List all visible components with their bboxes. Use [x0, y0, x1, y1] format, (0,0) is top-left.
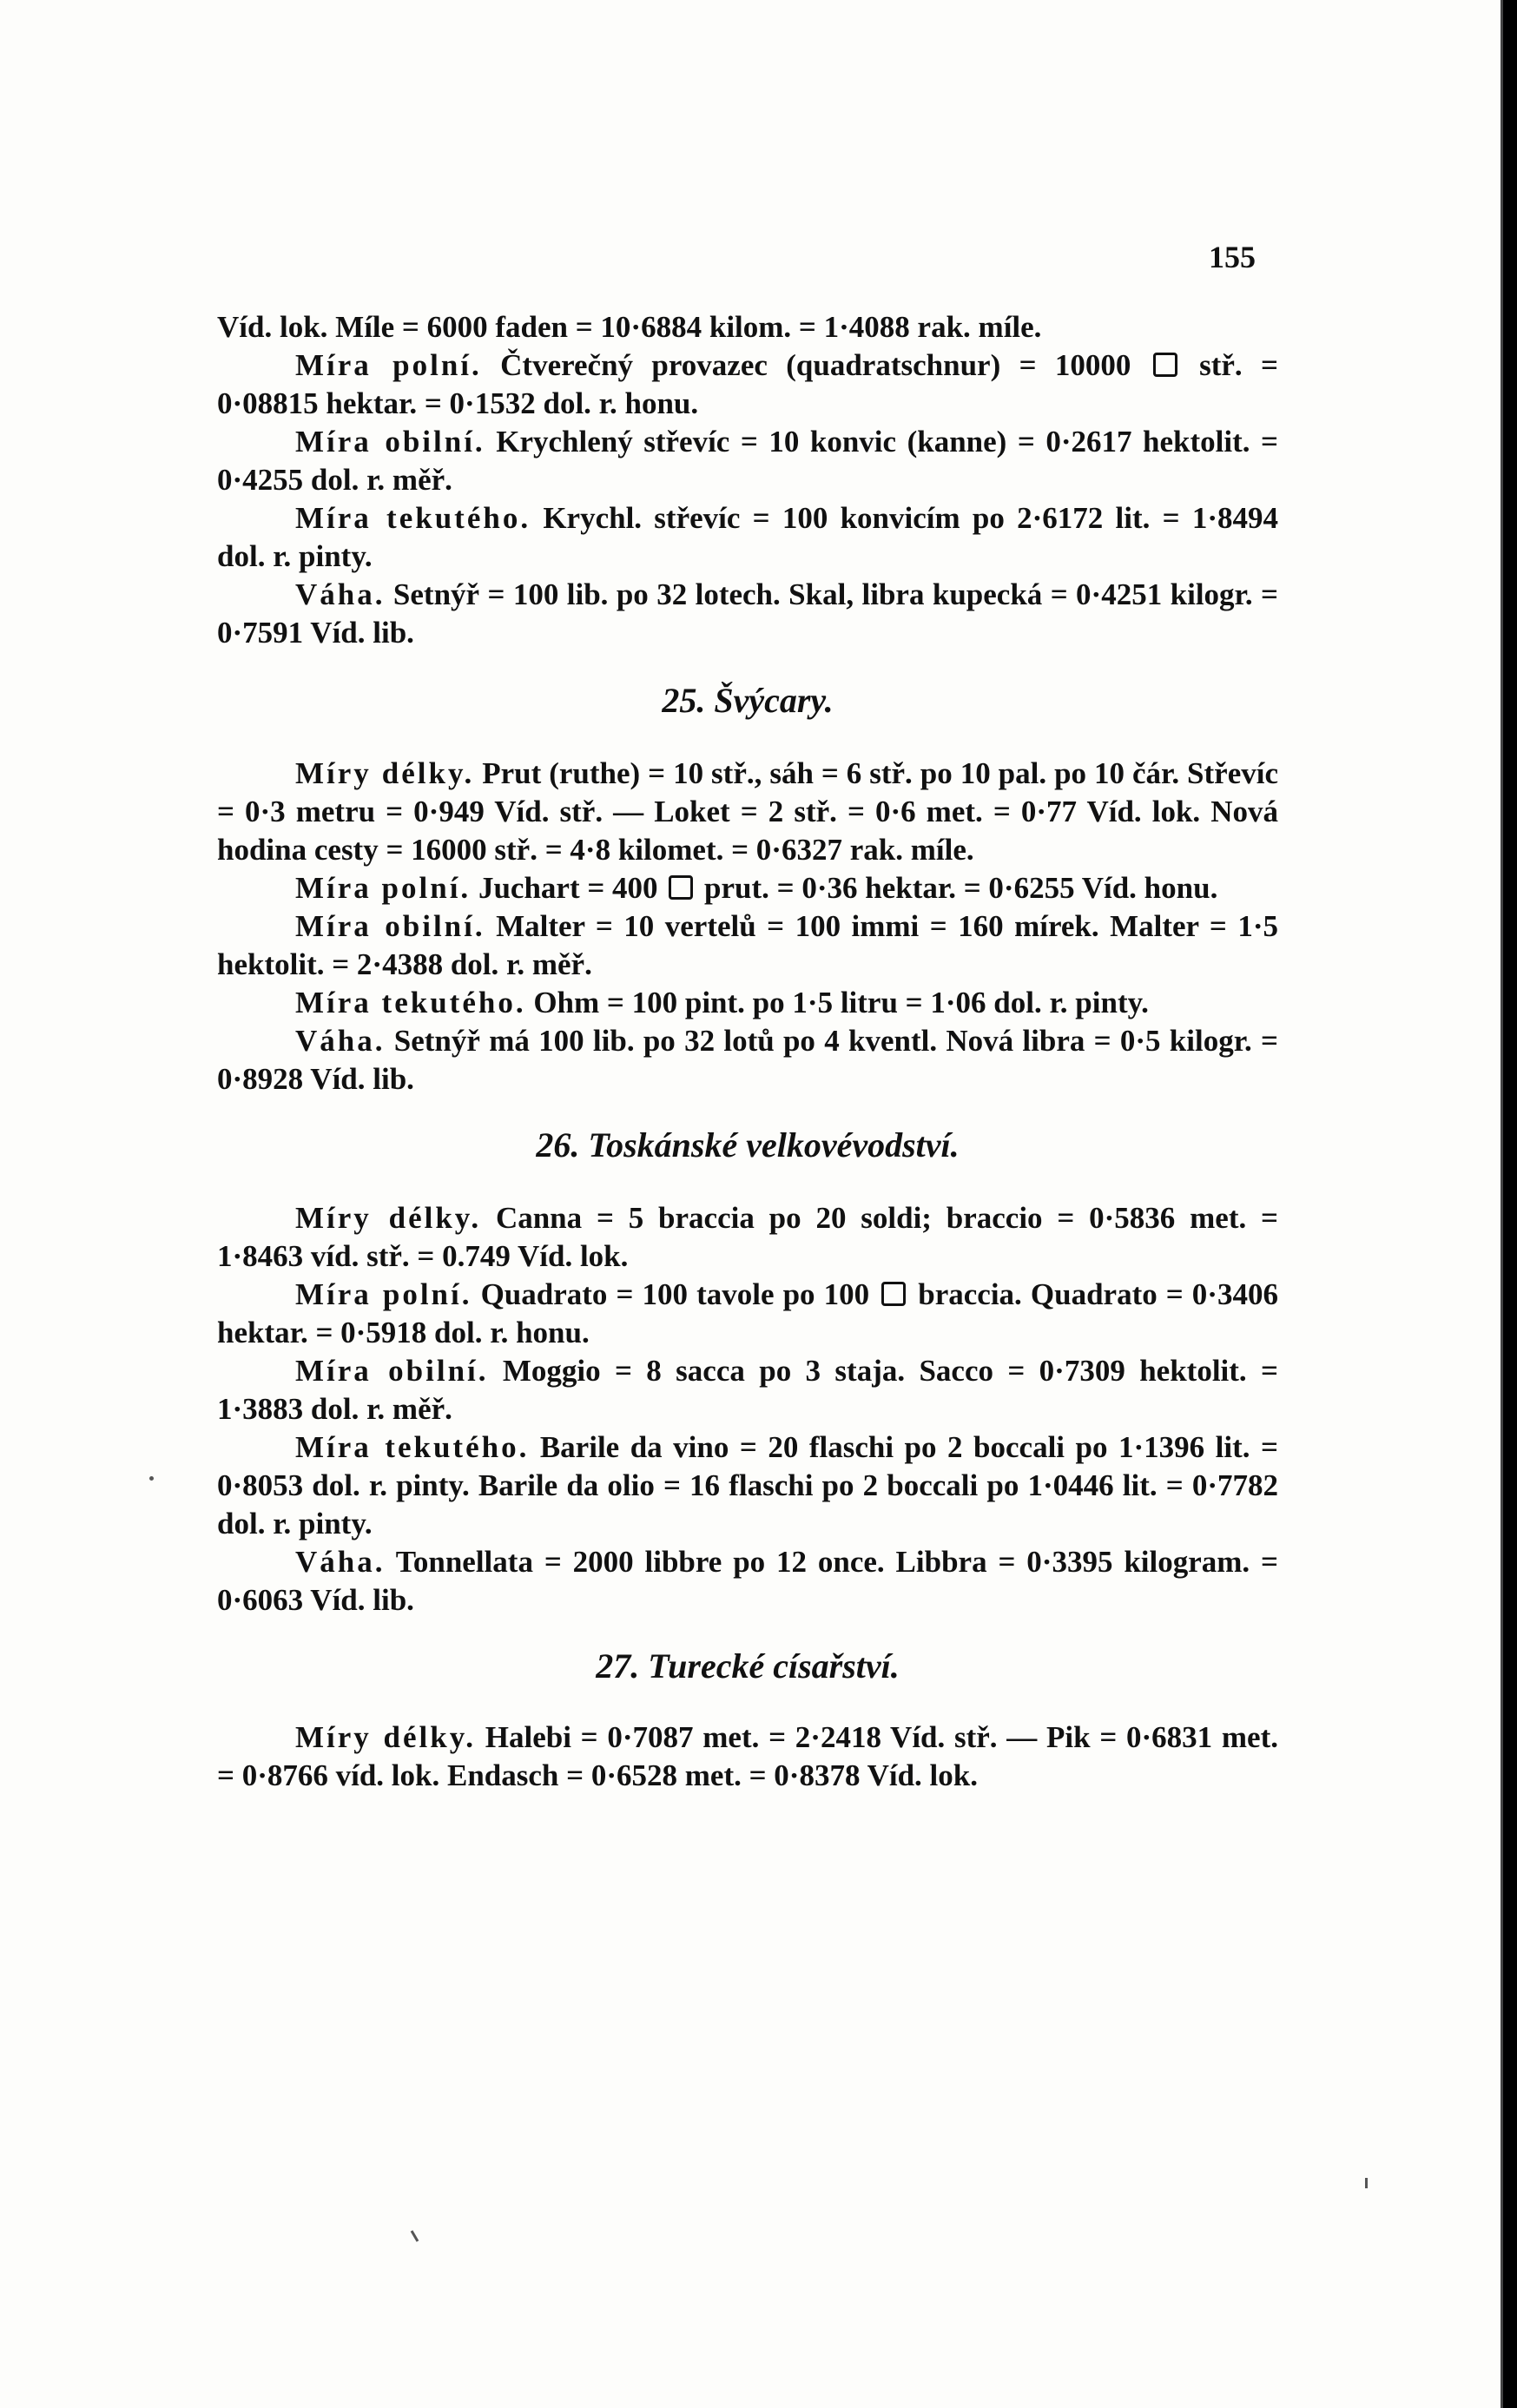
paragraph-lead: Míra obilní. — [295, 425, 485, 459]
paragraph-weight: Váha. Setnýř má 100 lib. po 32 lotů po 4 kventl. Nová libra = 0·5 kilogr. = 0·8928 Víd. lib. — [217, 1024, 1278, 1096]
paragraph-lead: Míra tekutého. — [295, 986, 526, 1019]
paragraph-field-measure: Míra polní. Juchart = 400 prut. = 0·36 hektar. = 0·6255 Víd. honu. — [295, 871, 1218, 905]
paragraph-lead: Míra obilní. — [295, 909, 485, 943]
paragraph-field-measure: Míra polní. Quadrato = 100 tavole po 100 braccia. Quadrato = 0·3406 hektar. = 0·5918 dol. r. honu. — [217, 1277, 1278, 1349]
paragraph-lead: Míry délky. — [295, 1720, 477, 1754]
paragraph-vienna-mile: Víd. lok. Míle = 6000 faden = 10·6884 kilom. = 1·4088 rak. míle. — [217, 310, 1042, 344]
paragraph-lead: Míra tekutého. — [295, 501, 531, 535]
scan-speck — [1365, 2178, 1368, 2188]
paragraph-weight: Váha. Setnýř = 100 lib. po 32 lotech. Skal, libra kupecká = 0·4251 kilogr. = 0·7591 Víd. lib. — [217, 577, 1278, 650]
paragraph-lead: Míra polní. — [295, 871, 472, 905]
paragraph-liquid-measure: Míra tekutého. Barile da vino = 20 flaschi po 2 boccali po 1·1396 lit. = 0·8053 dol. r. pinty. Barile da olio = 16 flaschi po 2 boccali po 1·0446 lit. = 0·7782 dol. r. pinty. — [217, 1430, 1278, 1540]
paragraph-length-measure: Míry délky. Prut (ruthe) = 10 stř., sáh = 6 stř. po 10 pal. po 10 čár. Střevíc = 0·3 metru = 0·949 Víd. stř. — Loket = 2 stř. = 0·6 met. = 0·77 Víd. lok. Nová hodina cesty = 16000 stř. = 4·8 kilomet. = 0·6327 rak. míle. — [217, 756, 1278, 867]
paragraph-grain-measure: Míra obilní. Moggio = 8 sacca po 3 staja. Sacco = 0·7309 hektolit. = 1·3883 dol. r. měř. — [217, 1354, 1278, 1426]
section-heading-26: 26. Toskánské velkovévodství. — [536, 1125, 960, 1164]
paragraph-length-measure: Míry délky. Halebi = 0·7087 met. = 2·2418 Víd. stř. — Pik = 0·6831 met. = 0·8766 víd. lok. Endasch = 0·6528 met. = 0·8378 Víd. lok. — [217, 1720, 1278, 1792]
scan-speck — [149, 1476, 154, 1481]
paragraph-field-measure: Míra polní. Čtverečný provazec (quadratschnur) = 10000 stř. = 0·08815 hektar. = 0·1532 dol. r. honu. — [217, 348, 1278, 420]
paragraph-lead: Váha. — [295, 577, 386, 611]
paragraph-lead: Váha. — [295, 1545, 386, 1579]
paragraph-weight: Váha. Tonnellata = 2000 libbre po 12 once. Libbra = 0·3395 kilogram. = 0·6063 Víd. lib. — [217, 1545, 1278, 1617]
paragraph-lead: Míra obilní. — [295, 1354, 489, 1388]
scan-speck — [411, 2230, 419, 2242]
section-heading-25: 25. Švýcary. — [662, 681, 834, 720]
paragraph-lead: Míry délky. — [295, 756, 475, 790]
square-symbol-icon — [669, 875, 693, 900]
paragraph-grain-measure: Míra obilní. Krychlený střevíc = 10 konvic (kanne) = 0·2617 hektolit. = 0·4255 dol. r. měř. — [217, 425, 1278, 497]
paragraph-liquid-measure: Míra tekutého. Ohm = 100 pint. po 1·5 litru = 1·06 dol. r. pinty. — [295, 986, 1149, 1019]
page-number: 155 — [1209, 240, 1256, 274]
paragraph-lead: Míry délky. — [295, 1201, 482, 1235]
paragraph-lead: Míra polní. — [295, 1277, 472, 1311]
paragraph-grain-measure: Míra obilní. Malter = 10 vertelů = 100 immi = 160 mírek. Malter = 1·5 hektolit. = 2·4388 dol. r. měř. — [217, 909, 1278, 981]
section-heading-27: 27. Turecké císařství. — [596, 1646, 900, 1686]
paragraph-lead: Váha. — [295, 1024, 386, 1058]
paragraph-lead: Míra polní. — [295, 348, 482, 382]
square-symbol-icon — [1153, 353, 1177, 377]
paragraph-lead: Míra tekutého. — [295, 1430, 530, 1464]
paragraph-length-measure: Míry délky. Canna = 5 braccia po 20 soldi; braccio = 0·5836 met. = 1·8463 víd. stř. = 0.749 Víd. lok. — [217, 1201, 1278, 1273]
page-content — [217, 308, 1278, 1795]
paragraph-liquid-measure: Míra tekutého. Krychl. střevíc = 100 konvicím po 2·6172 lit. = 1·8494 dol. r. pinty. — [217, 501, 1278, 573]
square-symbol-icon — [881, 1282, 906, 1306]
